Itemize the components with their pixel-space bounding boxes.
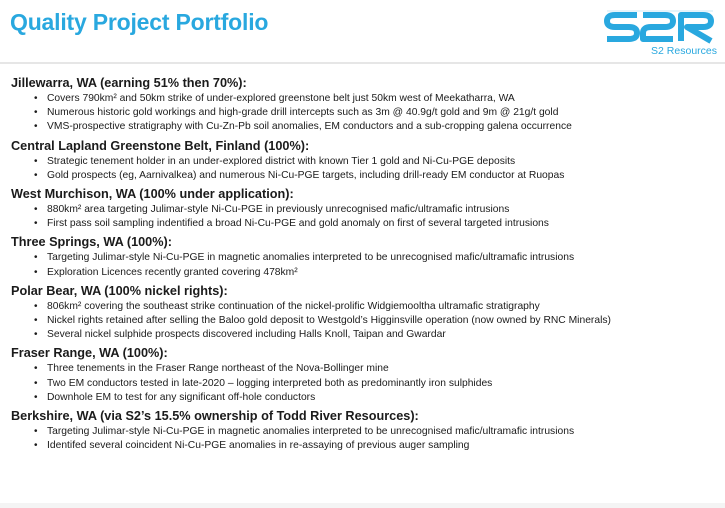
- logo-subtext: S2 Resources: [651, 45, 717, 57]
- bullet-item: • 880km² area targeting Julimar-style Ni-Cu-PGE in previously unrecognised mafic/ultramafic intrusions: [47, 203, 717, 217]
- bullet-item: • Two EM conductors tested in late-2020 – logging interpreted both as predominantly iron sulphides: [47, 377, 717, 391]
- bullet-item: • Gold prospects (eg, Aarnivalkea) and numerous Ni-Cu-PGE targets, including drill-ready EM conductor at Ruopas: [47, 169, 717, 183]
- project-heading: Fraser Range, WA (100%):: [11, 346, 168, 361]
- project-heading: Central Lapland Greenstone Belt, Finland (100%):: [11, 138, 310, 153]
- title-divider: [0, 62, 725, 64]
- s2r-logo-icon: [603, 9, 719, 57]
- slide-bottom-edge: [0, 503, 725, 508]
- bullet-item: • Downhole EM to test for any significant off-hole conductors: [47, 391, 717, 405]
- bullet-item: • Targeting Julimar-style Ni-Cu-PGE in magnetic anomalies interpreted to be unrecognised mafic/ultramafic intrusions: [47, 251, 717, 265]
- project-heading: Polar Bear, WA (100% nickel rights):: [11, 283, 228, 298]
- project-section: [11, 283, 717, 343]
- project-heading: Berkshire, WA (via S2’s 15.5% ownership of Todd River Resources):: [11, 409, 419, 424]
- project-bullet-list: [11, 155, 717, 183]
- project-bullet-list: [11, 92, 717, 135]
- bullet-item: • Nickel rights retained after selling the Baloo gold deposit to Westgold’s Higginsville operation (now owned by RNC Minerals): [47, 314, 717, 328]
- bullet-item: • Identifed several coincident Ni-Cu-PGE anomalies in re-assaying of previous auger sampling: [47, 439, 717, 453]
- bullet-item: • VMS-prospective stratigraphy with Cu-Zn-Pb soil anomalies, EM conductors and a sub-cropping galena occurrence: [47, 120, 717, 134]
- project-heading: Three Springs, WA (100%):: [11, 235, 172, 250]
- project-bullet-list: [11, 425, 717, 453]
- project-section: [11, 234, 717, 279]
- project-heading: West Murchison, WA (100% under application):: [11, 187, 294, 202]
- bullet-item: • Numerous historic gold workings and high-grade drill intercepts such as 3m @ 40.9g/t gold and 9m @ 21g/t gold: [47, 106, 717, 120]
- project-section: [11, 186, 717, 231]
- project-heading: Jillewarra, WA (earning 51% then 70%):: [11, 76, 247, 90]
- project-section: [11, 408, 717, 453]
- project-bullet-list: [11, 203, 717, 231]
- page-title: Quality Project Portfolio: [10, 9, 269, 35]
- project-section: [11, 345, 717, 405]
- bullet-item: • Strategic tenement holder in an under-explored district with known Tier 1 gold and Ni-Cu-PGE deposits: [47, 155, 717, 169]
- bullet-item: • Exploration Licences recently granted covering 478km²: [47, 266, 717, 280]
- bullet-item: • 806km² covering the southeast strike continuation of the nickel-prolific Widgiemooltha ultramafic stratigraphy: [47, 300, 717, 314]
- project-section: [11, 75, 717, 135]
- bullet-item: • Covers 790km² and 50km strike of under-explored greenstone belt just 50km west of Meekatharra, WA: [47, 92, 717, 106]
- project-bullet-list: [11, 362, 717, 405]
- project-bullet-list: [11, 300, 717, 343]
- company-logo: [603, 9, 719, 57]
- portfolio-content: [11, 75, 717, 456]
- project-section: [11, 138, 717, 183]
- bullet-item: • Targeting Julimar-style Ni-Cu-PGE in magnetic anomalies interpreted to be unrecognised mafic/ultramafic intrusions: [47, 425, 717, 439]
- bullet-item: • Several nickel sulphide prospects discovered including Halls Knoll, Taipan and Gwardar: [47, 328, 717, 342]
- bullet-item: • Three tenements in the Fraser Range northeast of the Nova-Bollinger mine: [47, 362, 717, 376]
- bullet-item: • First pass soil sampling indentified a broad Ni-Cu-PGE and gold anomaly on first of several targeted intrusions: [47, 217, 717, 231]
- project-bullet-list: [11, 251, 717, 279]
